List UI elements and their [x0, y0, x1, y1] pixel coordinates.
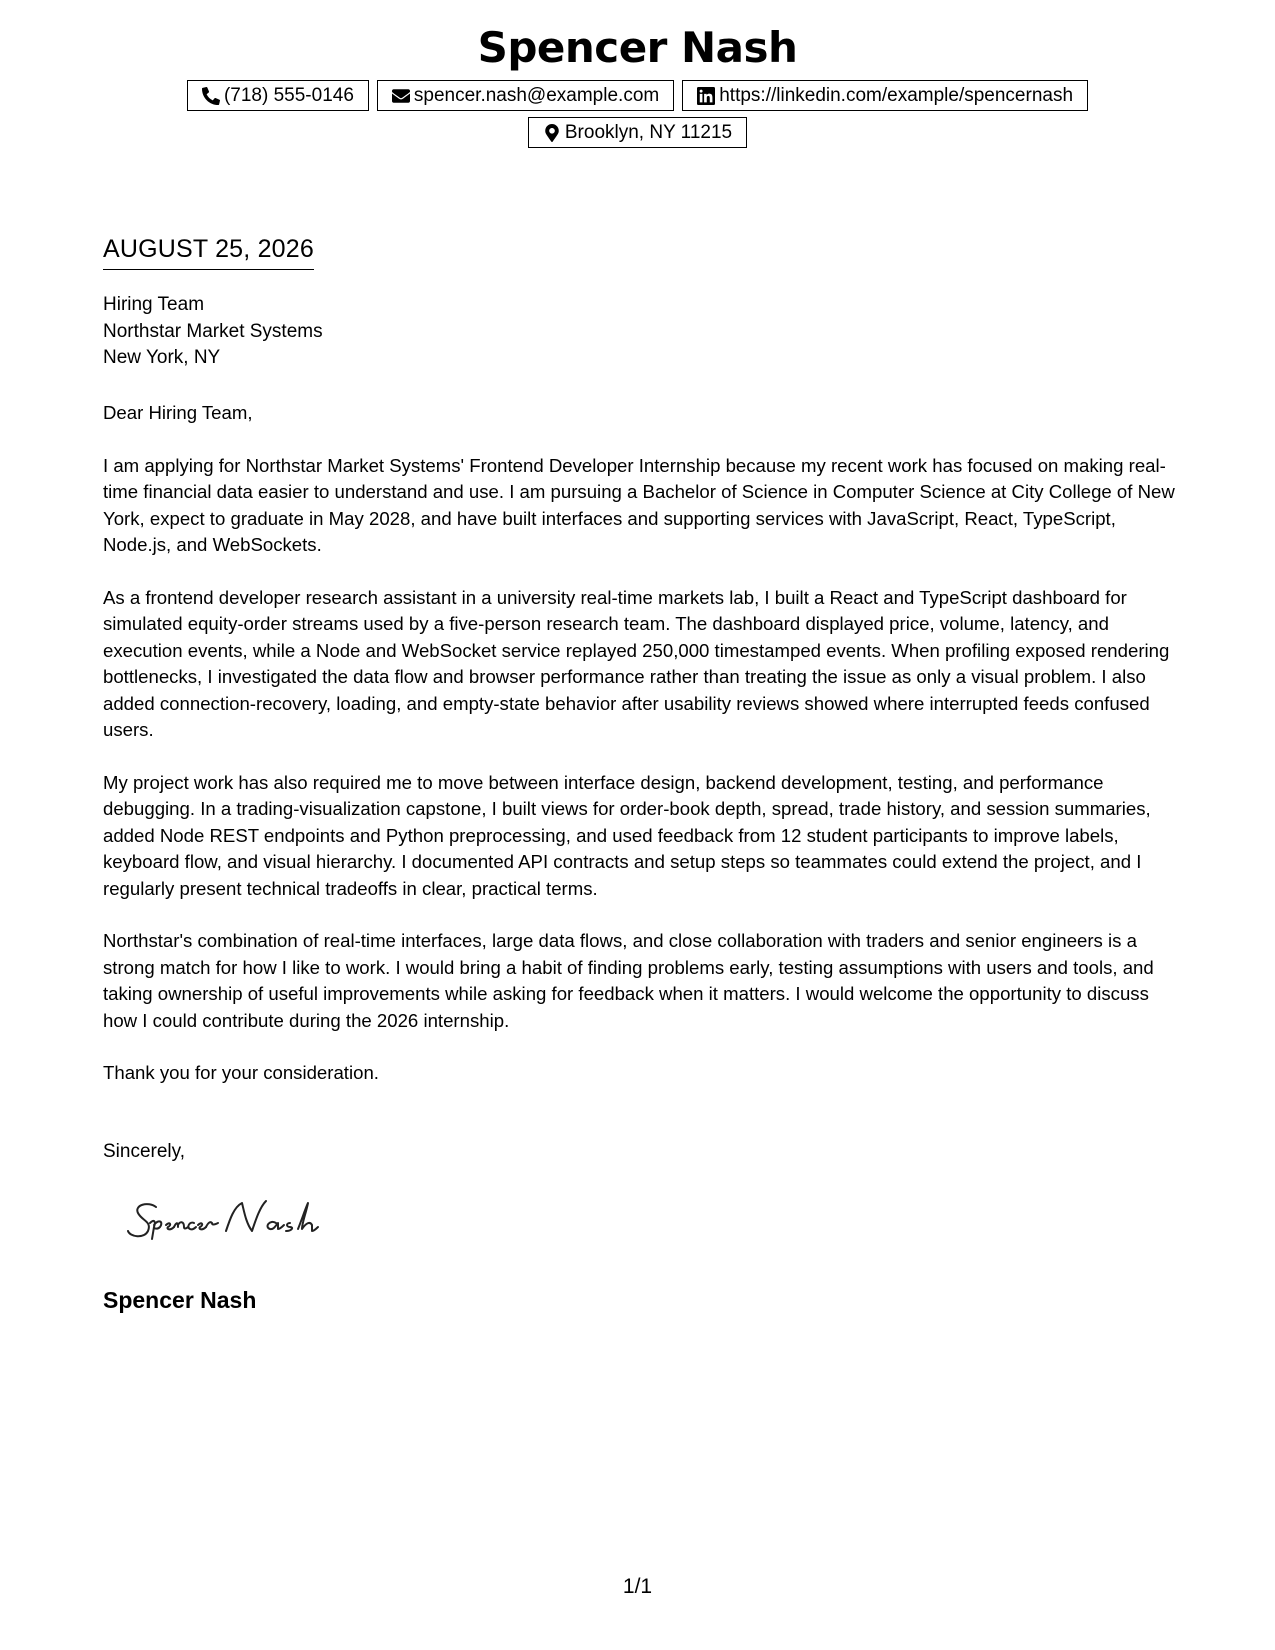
salutation: Dear Hiring Team, — [103, 402, 253, 423]
linkedin-url: https://linkedin.com/example/spencernash — [719, 84, 1074, 106]
phone-chip — [187, 80, 369, 111]
letter-date: AUGUST 25, 2026 — [103, 231, 314, 270]
applicant-name: Spencer Nash — [477, 23, 798, 72]
closing: Sincerely, — [103, 1141, 186, 1162]
envelope-icon — [392, 87, 410, 105]
body-paragraph: My project work has also required me to move between interface design, backend development, testing, and performance debugging. In a trading-visualization capstone, I built views for order-book depth, spread, trade history, and session summaries, added Node REST endpoints and Python preprocessing, and used feedback from 12 student participants to improve labels, keyboard flow, and visual hierarchy. I documented API contracts and setup steps so teammates could extend the project, and I regularly present technical tradeoffs in clear, practical terms. — [103, 771, 1151, 899]
phone-icon — [202, 87, 220, 105]
linkedin-icon — [697, 87, 715, 105]
contact-row — [0, 80, 1275, 111]
body-paragraph: I am applying for Northstar Market Systems' Frontend Developer Internship because my recent work has focused on making real-time financial data easier to understand and use. I am pursuing a Bachelor of Science in Computer Science at City College of New York, expect to graduate in May 2028, and have built interfaces and supporting services with JavaScript, React, TypeScript, Node.js, and WebSockets. — [103, 454, 1175, 555]
email-address: spencer.nash@example.com — [413, 84, 660, 106]
letter-body — [103, 400, 1178, 1113]
body-paragraph: Northstar's combination of real-time interfaces, large data flows, and close collaboration with traders and senior engineers is a strong match for how I like to work. I would bring a habit of finding problems early, testing assumptions with users and tools, and taking ownership of useful improvements while asking for feedback when it matters. I would welcome the opportunity to discuss how I could contribute during the 2026 internship. — [103, 930, 1154, 1031]
signature-name: Spencer Nash — [103, 1287, 257, 1313]
email-chip — [377, 80, 674, 111]
location-chip — [528, 117, 747, 148]
location-text: Brooklyn, NY 11215 — [564, 121, 733, 143]
body-paragraph: As a frontend developer research assistant in a university real-time markets lab, I built a React and TypeScript dashboard for simulated equity-order streams used by a five-person research team. The dashboard displayed price, volume, latency, and execution events, while a Node and WebSocket service replayed 250,000 timestamped events. When profiling exposed rendering bottlenecks, I investigated the data flow and browser performance rather than treating the issue as only a visual problem. I also added connection-recovery, loading, and empty-state behavior after usability reviews showed where interrupted feeds confused users. — [103, 586, 1170, 740]
map-marker-icon — [543, 124, 561, 142]
page-indicator: 1/1 — [622, 1575, 653, 1598]
recipient-block — [103, 292, 323, 372]
recipient-company: Northstar Market Systems — [103, 320, 323, 342]
contact-row-location — [0, 117, 1275, 148]
thank-you-line: Thank you for your consideration. — [103, 1062, 379, 1083]
handwritten-signature — [126, 1195, 346, 1247]
recipient-line: Hiring Team — [103, 294, 205, 315]
linkedin-chip — [682, 80, 1088, 111]
phone-number: (718) 555-0146 — [223, 84, 354, 106]
recipient-location: New York, NY — [103, 347, 221, 368]
